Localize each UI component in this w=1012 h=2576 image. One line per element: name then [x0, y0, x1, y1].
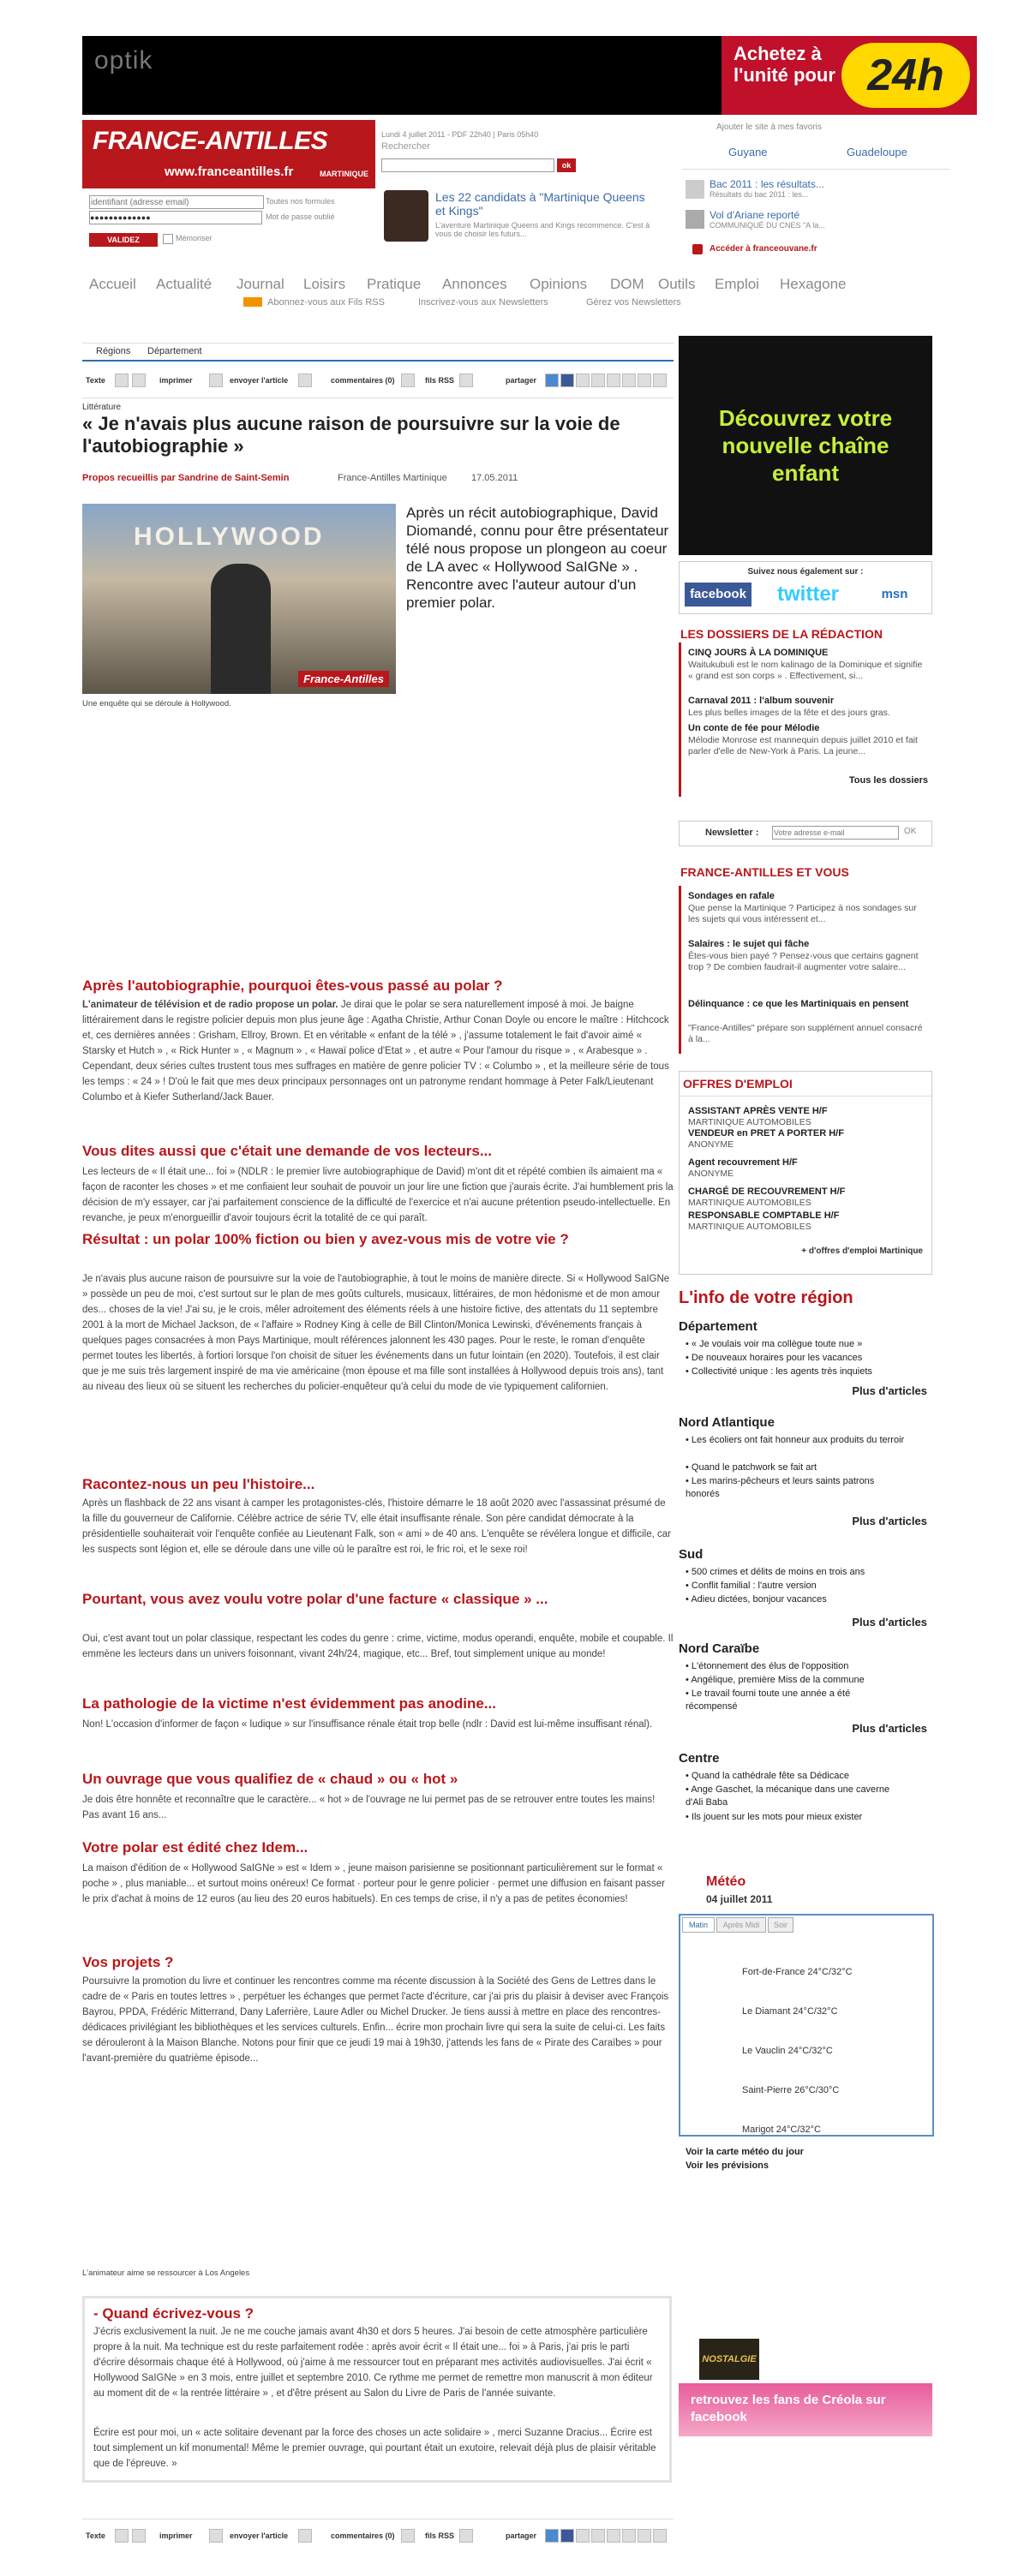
meteo-forecast-link[interactable]: Voir les prévisions	[686, 2161, 769, 2171]
article-source: France-Antilles Martinique	[338, 473, 447, 483]
edition-guadeloupe[interactable]: Guadeloupe	[847, 146, 907, 158]
job-company: ANONYME	[688, 1168, 734, 1179]
divider	[82, 343, 674, 344]
promo-desc: L'aventure Martinique Queens and Kings recommence. C'est à vous de choisir les futurs...	[435, 221, 650, 238]
job-company: MARTINIQUE AUTOMOBILES	[688, 1222, 811, 1232]
edition-guyane[interactable]: Guyane	[728, 146, 768, 158]
nav-opinions[interactable]: Opinions	[530, 276, 588, 292]
forgot-password-link[interactable]: Mot de passe oublié	[266, 212, 335, 221]
nostalgie-ad[interactable]: NOSTALGIE	[699, 2339, 759, 2380]
newsletter-box	[679, 821, 932, 846]
meteo-city: Le Diamant 24°C/32°C	[742, 2006, 838, 2017]
article-category: Littérature	[82, 403, 122, 412]
text-smaller-icon[interactable]	[115, 2529, 129, 2543]
region-item[interactable]: • Les marins-pêcheurs et leurs saints patrons honorés	[686, 1476, 875, 1499]
news-thumb[interactable]	[686, 180, 704, 199]
photo-person	[211, 564, 271, 694]
twitter-icon[interactable]	[545, 374, 559, 387]
share-icon[interactable]	[622, 374, 636, 387]
newsletter-label: Newsletter :	[705, 828, 759, 838]
question-heading: Vous dites aussi que c'était une demande de vos lecteurs...	[82, 1143, 492, 1159]
date-line: Lundi 4 juillet 2011 - PDF 22h40 | Paris 05h40	[381, 130, 539, 139]
share-icon[interactable]	[653, 2529, 667, 2543]
quote-box-question: - Quand écrivez-vous ?	[93, 2305, 254, 2322]
divider	[680, 1096, 931, 1097]
share-icon[interactable]	[591, 2529, 605, 2543]
quote-box-answer: J'écris exclusivement la nuit. Je ne me couche jamais avant 4h30 et dors 5 heures. J'ai besoin de cette atmosphère particulière propre à la nuit. Ma technique est du reste parfaitement rodée : après avoir écrit « Il était une... foi » à Paris, j'ai pris le parti d'écrire désormais chaque été à Hollywood, où j'aime à me ressourcer tout en préparant mes activités audiovisuelles. J'ai écrit « Hollywood SaIGNe » en 3 mois, entre juillet et septembre 2010. Ce rythme me permet de remettre mon manuscrit à mon éditeur au moment dit de « la rentrée littéraire » , et d'être présent au Salon du Livre de Paris de l'année suivante.	[93, 2327, 653, 2399]
add-favorites-link[interactable]: Ajouter le site à mes favoris	[716, 123, 822, 132]
print-link[interactable]: imprimer	[159, 2531, 193, 2540]
region-item[interactable]: • L'étonnement des élus de l'opposition	[686, 1661, 849, 1671]
region-item[interactable]: • De nouveaux horaires pour les vacances	[686, 1353, 863, 1363]
subnav-regions[interactable]: Régions	[96, 346, 131, 356]
nav-accueil[interactable]: Accueil	[89, 276, 136, 292]
answer-paragraph: Poursuivre la promotion du livre et continuer les rencontres comme ma récente discussion à la Société des Gens de Lettres dans le cadre de « Paris en toutes lettres » , perpétuer les échanges que permet l'acte d'écriture, car j'ai pris du plaisir à deviser avec François Bayrou, PPDA, Frédéric Mitterrand, Dany Laferrière, Laure Adler ou Michel Drucker. Je tiens aussi à mettre en place des rencontres-dédicaces privilégiant les bibliothèques et les services culturels. Enfin... écrire mon prochain livre qui sera la suite de celui-ci. Les faits se dérouleront à la Maison Blanche. Notons pour finir que ce jeudi 19 mai à 19h30, j'attends les fans de « Pirate des Caraïbes » pour l'avant-première du quatrième épisode...	[82, 1976, 669, 2064]
logo-edition: MARTINIQUE	[320, 170, 368, 178]
article-photo[interactable]	[82, 504, 396, 694]
photo-hollywood-sign: HOLLYWOOD	[134, 523, 325, 551]
question-heading: Après l'autobiographie, pourquoi êtes-vous passé au polar ?	[82, 977, 503, 994]
more-articles-link[interactable]: Plus d'articles	[852, 1616, 927, 1629]
comment-icon[interactable]	[401, 374, 415, 387]
region-name: Centre	[679, 1751, 720, 1766]
answer-intro: L'animateur de télévision et de radio propose un polar.	[82, 1000, 338, 1010]
comments-link[interactable]: commentaires (0)	[331, 376, 395, 385]
fa-item-desc: Êtes-vous bien payé ? Pensez-vous que certains gagnent trop ? De combien faudrait-il augmenter votre salaire...	[688, 951, 919, 972]
answer-text: Je dirai que le polar se sera naturellement imposé à moi. Je baigne littérairement dans le registre policier depuis mon plus jeune âge : Agatha Christie, Arthur Conan Doyle ou encore le maître : Hitchcock et, ces dernières années : Grisham, Ellroy, Brown. Et en véritable « enfant de la télé » , j'assume totalement le fait d'avoir aimé « Starsky et Hutch » , « Rick Hunter » , « Magnum » , « Hawaï police d'Etat » , et autre « Pour l'amour du risque » , « Arabesque » . Cependant, deux séries cultes trustent tous mes suffrages en matière de genre policier TV : « Columbo » , et la meilleure série de tous les temps : « 24 » ! D'où le fait que mes deux principaux personnages ont un patronyme rendant hommage à Peter Falk/Lieutenant Columbo et à Kiefer Sutherland/Jack Bauer.	[82, 1000, 669, 1103]
mail-icon[interactable]	[298, 2529, 312, 2543]
photo-caption: Une enquête qui se déroule à Hollywood.	[82, 699, 231, 708]
share-label: partager	[506, 2531, 537, 2540]
meteo-city: Marigot 24°C/32°C	[742, 2125, 821, 2135]
region-name: Nord Atlantique	[679, 1415, 775, 1430]
buy-ad-text: Achetez à l'unité pour	[734, 43, 835, 86]
share-icon[interactable]	[638, 374, 651, 387]
manage-newsletters-link[interactable]: Gérez vos Newsletters	[586, 297, 681, 308]
print-icon[interactable]	[209, 2529, 223, 2543]
login-email-field[interactable]	[89, 195, 264, 209]
formulas-link[interactable]: Toutes nos formules	[266, 197, 335, 206]
job-company: MARTINIQUE AUTOMOBILES	[688, 1117, 811, 1127]
region-name: Sud	[679, 1547, 704, 1562]
share-icon[interactable]	[607, 374, 620, 387]
meteo-date: 04 juillet 2011	[706, 1893, 773, 1905]
photo-caption-2: L'animateur aime se ressourcer à Los Angeles	[82, 2268, 250, 2278]
facebook-icon[interactable]	[560, 374, 574, 387]
question-heading: La pathologie de la victime n'est évidemment pas anodine...	[82, 1695, 496, 1712]
share-icon[interactable]	[653, 374, 667, 387]
follow-label: Suivez nous également sur :	[747, 567, 864, 577]
meteo-tab-morning[interactable]: Matin	[682, 1917, 715, 1933]
newsletter-email-field[interactable]	[772, 826, 899, 840]
promo-photo[interactable]	[384, 190, 428, 242]
nav-emploi[interactable]: Emploi	[715, 276, 759, 292]
site-logo[interactable]	[82, 120, 375, 188]
promo-title[interactable]: Les 22 candidats à "Martinique Queens et Kings"	[435, 190, 645, 218]
answer-paragraph: Je dois être honnête et reconnaître que le caractère... « hot » de l'ouvrage ne lui permet pas de se retrouver entre toutes les mains! Pas avant 16 ans...	[82, 1795, 656, 1820]
nav-dom[interactable]: DOM	[610, 276, 644, 292]
question-heading: Résultat : un polar 100% fiction ou bien y avez-vous mis de votre vie ?	[82, 1231, 569, 1247]
subnav-departement[interactable]: Département	[147, 346, 202, 356]
fa-vous-list	[679, 886, 935, 1054]
mail-icon[interactable]	[298, 374, 312, 387]
news-thumb[interactable]	[686, 210, 704, 229]
dossier-desc: Les plus belles images de la fête et des jours gras.	[688, 708, 890, 718]
rss-feeds-link[interactable]: fils RSS	[425, 376, 455, 385]
quote-box-answer-2: Écrire est pour moi, un « acte solitaire devenant par la force des choses un acte solidaire » , merci Suzanne Dracius... Écrire est tout simplement un kif monumental! Même le premier ouvrage, qui pourtant était un exutoire, relevait déjà plus de plaisir véritable que de l'épreuve. »	[93, 2428, 656, 2469]
dossier-desc: Mélodie Monrose est mannequin depuis juillet 2010 et fait parler d'elle de New-York à Paris. La jeune...	[688, 735, 918, 756]
meteo-city: Fort-de-France 24°C/32°C	[742, 1967, 853, 1977]
search-input[interactable]	[381, 158, 554, 172]
share-icon[interactable]	[638, 2529, 651, 2543]
dossiers-list	[679, 643, 935, 797]
more-articles-link[interactable]: Plus d'articles	[852, 1384, 927, 1397]
validate-button[interactable]: VALIDEZ	[89, 233, 158, 247]
more-jobs-link[interactable]: + d'offres d'emploi Martinique	[801, 1246, 923, 1256]
region-item[interactable]: • Collectivité unique : les agents très inquiets	[686, 1366, 872, 1377]
logo-name: FRANCE-ANTILLES	[93, 127, 328, 155]
question-heading: Un ouvrage que vous qualifiez de « chaud » ou « hot »	[82, 1771, 458, 1787]
article-lead: Après un récit autobiographique, David Diomandé, connu pour être présentateur télé nous propose un plongeon au coeur de LA avec « Hollywood SaIGNe » . Rencontre avec l'auteur autour d'un premier polar.	[406, 505, 669, 611]
comment-icon[interactable]	[401, 2529, 415, 2543]
remember-label: Mémoriser	[176, 234, 213, 242]
share-icon[interactable]	[576, 374, 590, 387]
answer-paragraph: Non! L'occasion d'informer de façon « ludique » sur l'insuffisance rénale était trop belle (ndlr : David est lui-même insuffisant rénal).	[82, 1719, 653, 1730]
meteo-tab-afternoon[interactable]: Après Midi	[716, 1917, 766, 1933]
rss-icon[interactable]	[459, 374, 473, 387]
twitter-icon[interactable]	[545, 2529, 559, 2543]
creola-facebook-ad[interactable]	[679, 2383, 932, 2436]
text-smaller-icon[interactable]	[115, 374, 129, 387]
rss-link[interactable]: Abonnez-vous aux Fils RSS	[267, 297, 385, 308]
question-heading: Vos projets ?	[82, 1954, 174, 1970]
article-toolbar-bottom	[82, 2529, 674, 2546]
answer-paragraph: Je n'avais plus aucune raison de poursuivre sur la voie de l'autobiographie, à tout le moins de manière directe. Si « Hollywood SaIGNe » possède un peu de moi, c'est surtout sur le plan de mes goûts culturels, musicaux, littéraires, de mon hédonisme et de mon amour des... choses de la vie! J'ai su, je le crois, mêler adroitement des éléments réels à une histoire fictive, des attentats du 11 septembre 2001 à la mort de Michael Jackson, de « l'affaire » Rodney King à celle de Bill Clinton/Monica Lewinski, d'événements français à quelques pages consacrées à mon Pays Martinique, moult références jalonnent les 430 pages. Pour le reste, le roman d'enquête permet toutes les libertés, à fortiori lorsque l'on choisit de situer les événements dans un futur lointain (en 2020). Toutefois, il est clair que je me suis très largement inspiré de ma vie américaine (mon épouse et ma fille sont installées à Hollywood depuis trois ans), tant au niveau des lieux où se situent les recherches du policier-enquêteur qu'à celui du mode de vie typiquement californien.	[82, 1274, 670, 1392]
region-item[interactable]: • Quand la cathédrale fête sa Dédicace	[686, 1771, 849, 1781]
creola-ad-text: retrouvez les fans de Créola sur facebook	[691, 2393, 886, 2424]
fa-item-title[interactable]: Délinquance : ce que les Martiniquais en pensent	[688, 999, 909, 1009]
question-heading: Racontez-nous un peu l'histoire...	[82, 1476, 315, 1492]
newsletters-link[interactable]: Inscrivez-vous aux Newsletters	[418, 297, 548, 308]
region-item[interactable]: • Ange Gaschet, la mécanique dans une caverne d'Ali Baba	[686, 1784, 890, 1808]
search-label: Rechercher	[381, 141, 430, 152]
quote-box	[82, 2296, 672, 2483]
region-title: L'info de votre région	[679, 1288, 853, 1307]
password-field[interactable]: ●●●●●●●●●●●●●	[89, 211, 262, 224]
article-byline: Propos recueillis par Sandrine de Saint-Semin	[82, 473, 290, 483]
more-articles-link[interactable]: Plus d'articles	[852, 1515, 927, 1527]
share-icon[interactable]	[576, 2529, 590, 2543]
dossiers-title: LES DOSSIERS DE LA RÉDACTION	[680, 627, 883, 641]
meteo-box	[679, 1914, 934, 2137]
kids-ad-text: Découvrez votre nouvelle chaîne enfant	[718, 405, 893, 486]
region-item[interactable]: • Quand le patchwork se fait art	[686, 1462, 817, 1473]
dossier-title[interactable]: Carnaval 2011 : l'album souvenir	[688, 696, 835, 706]
kids-channel-ad[interactable]	[679, 336, 932, 555]
question-heading: Pourtant, vous avez voulu votre polar d'une facture « classique » ...	[82, 1591, 548, 1607]
job-company: ANONYME	[688, 1139, 734, 1150]
nav-journal[interactable]: Journal	[237, 276, 284, 292]
fa-item-title[interactable]: Salaires : le sujet qui fâche	[688, 939, 810, 949]
divider	[682, 169, 949, 170]
region-name: Département	[679, 1319, 758, 1334]
meteo-map-link[interactable]: Voir la carte météo du jour	[686, 2147, 804, 2157]
jobs-box	[679, 1071, 932, 1275]
news-desc: COMMUNIQUÉ DU CNES "A la...	[710, 221, 825, 230]
nav-loisirs[interactable]: Loisirs	[303, 276, 346, 292]
msn-button[interactable]: msn	[881, 587, 908, 601]
region-item[interactable]: • Ils jouent sur les mots pour mieux exister	[686, 1812, 863, 1822]
question-heading: Votre polar est édité chez Idem...	[82, 1839, 308, 1856]
answer-paragraph: Les lecteurs de « Il était une... foi » (NDLR : le premier livre autobiographique de David) m'ont dit et répété combien ils aimaient ma « façon de raconter les choses » et me confiaient leur souhait de pouvoir un jour lire une fiction que j'aurais écrite. J'ai humblement pris la décision de m'y essayer, car j'ai parfaitement conscience de la difficulté de l'exercice et n'ai aucune prétention pseudo-intellectuelle. En revanche, je peux m'enorgueillir d'avoir toujours écrit la totalité de ce qui paraît.	[82, 1167, 674, 1223]
optik-ad-logo[interactable]: optik	[94, 46, 153, 75]
print-icon[interactable]	[209, 374, 223, 387]
buy-ad-badge: 24h	[841, 43, 970, 108]
logo-url: www.franceantilles.fr	[165, 164, 294, 179]
news-desc: Résultats du bac 2011 : les...	[710, 190, 809, 199]
search-button[interactable]: ok	[557, 158, 576, 172]
region-name: Nord Caraïbe	[679, 1641, 760, 1656]
answer-paragraph: La maison d'édition de « Hollywood SaIGNe » est « Idem » , jeune maison parisienne se positionnant particulièrement sur le format « poche » , plus maniable... et surtout moins onéreux! Ce format · porteur pour le genre policier · permet une diffusion en faisant passer le prix d'achat à moins de 12 euros (au lieu des 20 euros habituels). En ces temps de crise, il n'y a pas de petites économies!	[82, 1863, 665, 1904]
article-date: 17.05.2011	[471, 473, 518, 483]
meteo-title: Météo	[706, 1874, 746, 1889]
social-box	[679, 561, 932, 614]
text-size-label: Texte	[86, 376, 105, 385]
article-title: « Je n'avais plus aucune raison de poursuivre sur la voie de l'autobiographie »	[82, 413, 620, 457]
buy-24h-ad[interactable]	[722, 36, 977, 115]
regions-list	[679, 1319, 932, 1842]
news-title[interactable]: Bac 2011 : les résultats...	[710, 178, 824, 190]
job-title[interactable]: RESPONSABLE COMPTABLE H/F	[688, 1210, 840, 1221]
text-larger-icon[interactable]	[132, 2529, 146, 2543]
photo-watermark: France-Antilles	[298, 671, 389, 687]
remember-checkbox[interactable]	[163, 234, 173, 244]
article-toolbar	[82, 374, 674, 391]
nav-actualite[interactable]: Actualité	[156, 276, 213, 292]
region-item[interactable]: • Angélique, première Miss de la commune	[686, 1675, 865, 1685]
fa-item-desc: "France-Antilles" prépare son supplément annuel consacré à la...	[688, 1023, 923, 1044]
divider	[82, 397, 674, 398]
meteo-city: Saint-Pierre 26°C/30°C	[742, 2085, 840, 2095]
rss-feeds-link[interactable]: fils RSS	[425, 2531, 455, 2540]
dossier-title[interactable]: Un conte de fée pour Mélodie	[688, 723, 820, 733]
dossier-title[interactable]: CINQ JOURS À LA DOMINIQUE	[688, 648, 829, 658]
share-label: partager	[506, 376, 537, 385]
rss-icon[interactable]	[459, 2529, 473, 2543]
comments-link[interactable]: commentaires (0)	[331, 2531, 395, 2540]
region-item[interactable]: • Adieu dictées, bonjour vacances	[686, 1594, 827, 1605]
answer-paragraph: Oui, c'est avant tout un polar classique, respectant les codes du genre : crime, victime, modus operandi, enquête, mobile et coupable. Il emmène les lecteurs dans un univers foisonnant, vivant 24h/24, magique, etc... Bref, tout simplement unique au monde!	[82, 1634, 674, 1659]
region-item[interactable]: • Les écoliers ont fait honneur aux produits du terroir	[686, 1435, 905, 1445]
text-size-label: Texte	[86, 2531, 105, 2540]
text-larger-icon[interactable]	[132, 374, 146, 387]
franceouvane-icon	[692, 244, 703, 254]
region-item[interactable]: • 500 crimes et délits de moins en trois ans	[686, 1567, 865, 1577]
facebook-button[interactable]: facebook	[685, 583, 752, 607]
region-item[interactable]: • Conflit familial : l'autre version	[686, 1581, 817, 1591]
send-article-link[interactable]: envoyer l'article	[230, 2531, 289, 2540]
dossier-desc: Waitukubuli est le nom kalinago de la Dominique et signifie « grand est son corps » . Effectivement, si...	[688, 660, 923, 681]
jobs-title: OFFRES D'EMPLOI	[683, 1077, 793, 1091]
subnav-underline	[82, 360, 674, 362]
job-title[interactable]: CHARGÉ DE RECOUVREMENT H/F	[688, 1186, 846, 1197]
nav-hexagone[interactable]: Hexagone	[780, 276, 847, 292]
facebook-icon[interactable]	[560, 2529, 574, 2543]
share-icon[interactable]	[591, 374, 605, 387]
answer-paragraph	[82, 997, 674, 1105]
rss-icon	[243, 297, 262, 307]
send-article-link[interactable]: envoyer l'article	[230, 376, 289, 385]
share-icon[interactable]	[622, 2529, 636, 2543]
job-company: MARTINIQUE AUTOMOBILES	[688, 1198, 811, 1208]
region-item[interactable]: • « Je voulais voir ma collègue toute nue »	[686, 1339, 863, 1349]
job-title[interactable]: VENDEUR en PRET A PORTER H/F	[688, 1128, 844, 1139]
all-dossiers-link[interactable]: Tous les dossiers	[848, 775, 928, 786]
job-title[interactable]: ASSISTANT APRÈS VENTE H/F	[688, 1106, 828, 1116]
twitter-button[interactable]: twitter	[777, 583, 839, 606]
newsletter-ok-button[interactable]: OK	[904, 827, 917, 836]
region-item[interactable]: • Le travail fourni toute une année a été récompensé	[686, 1688, 851, 1712]
nav-pratique[interactable]: Pratique	[367, 276, 422, 292]
share-icon[interactable]	[607, 2529, 620, 2543]
fa-item-desc: Que pense la Martinique ? Participez à nos sondages sur les sujets qui vous intéressent et...	[688, 903, 917, 924]
job-title[interactable]: Agent recouvrement H/F	[688, 1157, 798, 1168]
fa-vous-title: FRANCE-ANTILLES ET VOUS	[680, 865, 849, 879]
nav-annonces[interactable]: Annonces	[442, 276, 507, 292]
answer-paragraph: Après un flashback de 22 ans visant à camper les protagonistes-clés, l'histoire démarre le 18 août 2020 avec l'assassinat présumé de la fille du gouverneur de Californie. Célèbre actrice de série TV, elle était insuffisante rénale. Son père candidat démocrate à la présidentielle souhaiterait voir l'enquête confiée au Lieutenant Falk, son « ami » de 40 ans. L'enquête se révélera longue et difficile, car les suspects sont légion et, elle se déroule dans une ville où le paraître est roi, le fric roi, et le sexe roi!	[82, 1498, 671, 1555]
nav-outils[interactable]: Outils	[658, 276, 696, 292]
news-title[interactable]: Vol d'Ariane reporté	[710, 209, 800, 221]
franceouvane-link[interactable]: Accéder à franceouvane.fr	[710, 244, 817, 254]
print-link[interactable]: imprimer	[159, 376, 193, 385]
more-articles-link[interactable]: Plus d'articles	[852, 1722, 927, 1735]
fa-item-title[interactable]: Sondages en rafale	[688, 891, 775, 901]
meteo-city: Le Vauclin 24°C/32°C	[742, 2046, 833, 2056]
meteo-tab-evening[interactable]: Soir	[768, 1917, 793, 1933]
